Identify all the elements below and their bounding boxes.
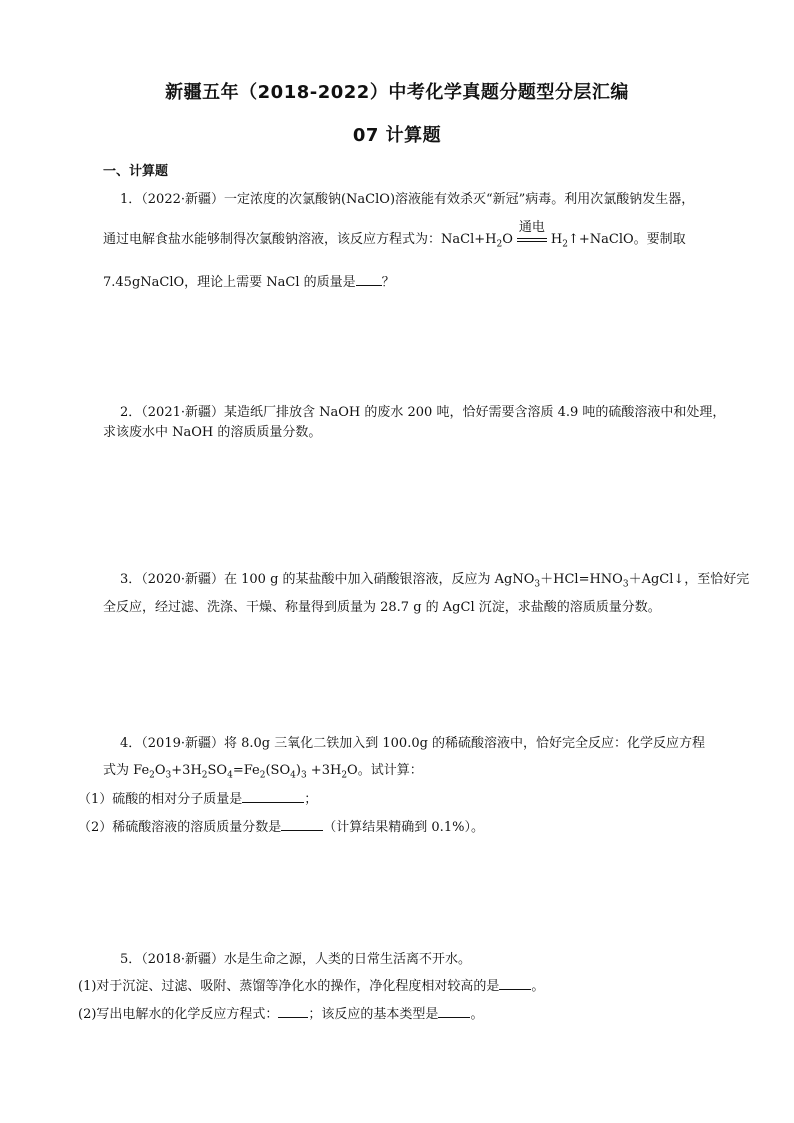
- q5-sub1-blank[interactable]: [499, 976, 531, 990]
- q1-line2-text: 通过电解食盐水能够制得次氯酸钠溶液，该反应方程式为：: [103, 232, 442, 247]
- q3-text-c: ＋AgCl↓，至恰好完: [628, 572, 750, 587]
- q1-condition: 通电: [518, 220, 545, 235]
- q4-sub2-end: （计算结果精确到 0.1%）。: [323, 820, 484, 835]
- q1-product-h: H: [550, 232, 563, 247]
- q5-sub1: [78, 975, 544, 994]
- q3-line2: 全反应，经过滤、洗涤、干燥、称量得到质量为 28.7 g 的 AgCl 沉淀，求盐酸的溶质质量分数。: [103, 600, 661, 615]
- q4-line2: [103, 759, 423, 781]
- q4-sub-h2b: 2: [341, 770, 348, 781]
- q3-sub-hno3: 3: [622, 579, 629, 590]
- q3-text-a: 3．（2020·新疆）在 100 g 的某盐酸中加入硝酸银溶液，反应为 AgNO: [120, 572, 535, 587]
- document-title: 新疆五年（2018-2022）中考化学真题分题型分层汇编: [165, 82, 629, 103]
- q5-sub2-end: 。: [470, 1007, 484, 1022]
- q1-sub-h2: 2: [562, 239, 568, 250]
- q1-line1: 1．（2022·新疆）一定浓度的次氯酸钠(NaClO)溶液能有效杀灭“新冠”病毒。利用次氯酸钠发生器，: [120, 192, 695, 207]
- q4-sub1-blank[interactable]: [242, 789, 304, 803]
- q1-reactants: NaCl+H: [441, 232, 497, 247]
- q3-text-b: ＋HCl=HNO: [540, 572, 623, 587]
- q4-eq-g: ): [295, 763, 301, 778]
- q4-sub-fe2b: 2: [259, 770, 266, 781]
- q5-sub2-blank-a[interactable]: [278, 1004, 308, 1018]
- q5-sub1-end: 。: [531, 979, 545, 994]
- q4-sub1: [78, 788, 317, 807]
- q5-sub1-text: (1)对于沉淀、过滤、吸附、蒸馏等净化水的操作，净化程度相对较高的是: [78, 979, 500, 994]
- q1-sub-h2o: 2: [496, 239, 503, 250]
- q1-line2-end: 。要制取: [633, 232, 686, 247]
- q5-line1: 5．（2018·新疆）水是生命之源，人类的日常生活离不开水。: [120, 952, 471, 967]
- q4-sub-so4b: 4: [290, 770, 296, 781]
- q4-eq-a: 式为 Fe: [103, 763, 150, 778]
- q3-sub-agno3: 3: [534, 579, 541, 590]
- q4-eq-c: +3H: [171, 763, 202, 778]
- q4-eq-d: SO: [207, 763, 228, 778]
- q4-sub2: [78, 816, 484, 835]
- q1-products: ↑+NaClO: [567, 232, 634, 247]
- q1-answer-blank[interactable]: [356, 272, 382, 286]
- q5-sub2-blank-b[interactable]: [438, 1004, 470, 1018]
- q4-line1: 4．（2019·新疆）将 8.0g 三氧化二铁加入到 100.0g 的稀硫酸溶液中，恰好完全反应：化学反应方程: [120, 736, 706, 751]
- q4-sub-3: 3: [300, 770, 307, 781]
- q4-eq-h: +3H: [306, 763, 342, 778]
- q4-sub-so4: 4: [227, 770, 233, 781]
- q1-reaction-arrow: [515, 220, 549, 247]
- q4-eq-f: (SO: [265, 763, 291, 778]
- q4-sub-fe2: 2: [149, 770, 155, 781]
- document-subtitle: 07 计算题: [352, 125, 442, 146]
- q2-text: 2．（2021·新疆）某造纸厂排放含 NaOH 的废水 200 吨，恰好需要含溶质 4.9 吨的硫酸溶液中和处理，求该废水中 NaOH 的溶质质量分数。: [103, 405, 726, 440]
- q5-sub2: [78, 1003, 483, 1022]
- q1-line2: [103, 220, 686, 250]
- q5-sub2-text-b: ；该反应的基本类型是: [308, 1007, 439, 1022]
- q1-water-o: O: [502, 232, 513, 247]
- q1-line3-end: ？: [381, 275, 395, 290]
- q3-line1: [120, 568, 749, 590]
- q4-sub-h2: 2: [201, 770, 208, 781]
- q4-eq-i: O。试计算：: [347, 763, 423, 778]
- q4-sub-o3: 3: [165, 770, 172, 781]
- section-heading: 一、计算题: [103, 164, 169, 179]
- q4-eq-e: =Fe: [232, 763, 260, 778]
- q4-sub2-text: （2）稀硫酸溶液的溶质质量分数是: [78, 820, 282, 835]
- q4-sub1-end: ；: [304, 792, 318, 807]
- q1-line3: [103, 271, 395, 290]
- q4-eq-b: O: [154, 763, 166, 778]
- q1-line3-text: 7.45gNaClO，理论上需要 NaCl 的质量是: [103, 275, 356, 290]
- q1-double-line: [517, 238, 547, 242]
- q4-sub1-text: （1）硫酸的相对分子质量是: [78, 792, 243, 807]
- q5-sub2-text: (2)写出电解水的化学反应方程式：: [78, 1007, 279, 1022]
- q4-sub2-blank[interactable]: [281, 817, 323, 831]
